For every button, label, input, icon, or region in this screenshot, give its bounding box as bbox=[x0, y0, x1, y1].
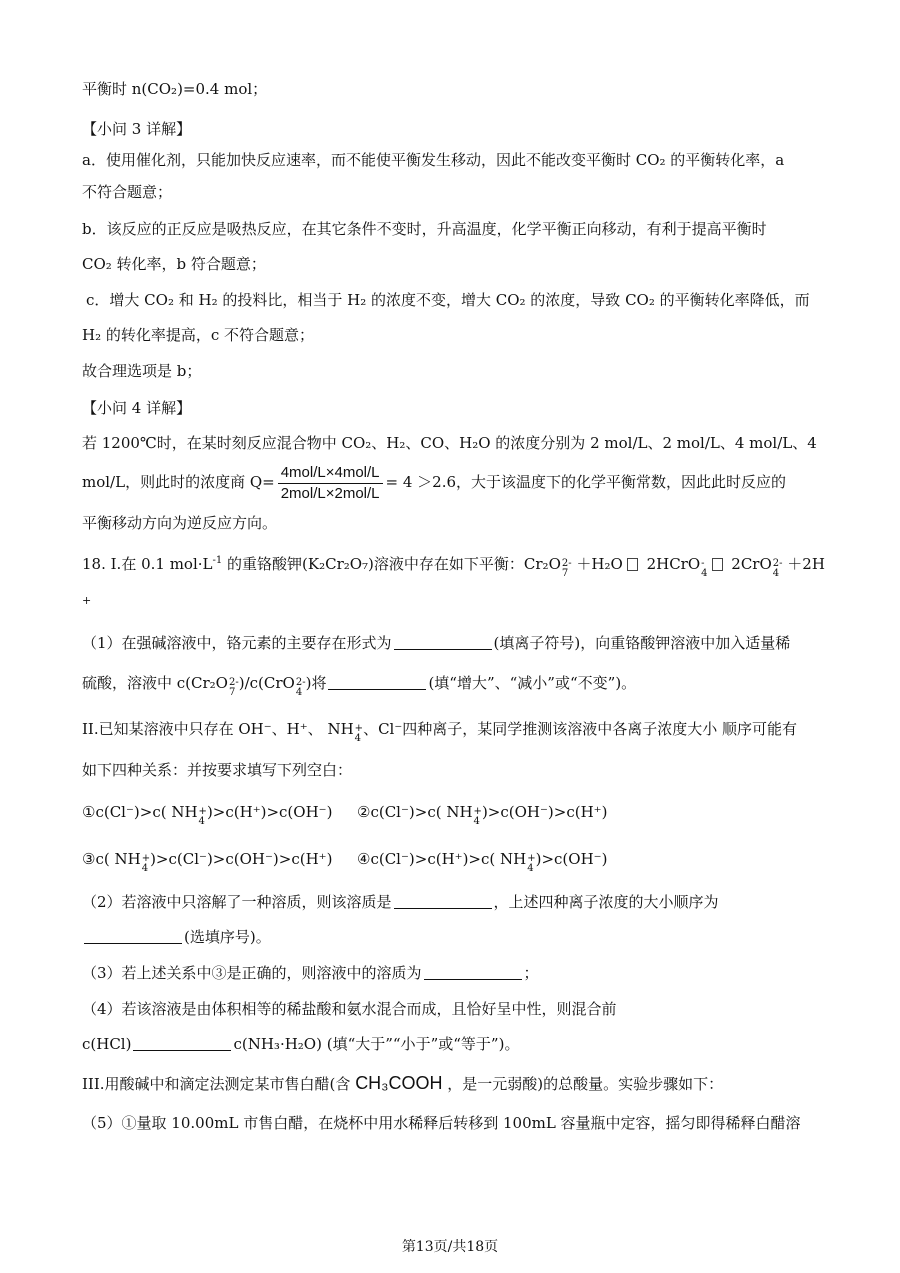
text-segment: c(HCl) bbox=[82, 1035, 132, 1053]
relation-4: )>c(OH⁻) bbox=[535, 850, 608, 868]
relation-3: )>c(Cl⁻)>c(OH⁻)>c(H⁺) bbox=[150, 850, 333, 868]
text-segment: （1）在强碱溶液中，铬元素的主要存在形式为 bbox=[82, 634, 392, 652]
text-line-fraction bbox=[82, 460, 830, 504]
question-1-line bbox=[82, 632, 830, 654]
relation-row bbox=[357, 801, 830, 827]
ion-charge: + 4 bbox=[198, 806, 207, 827]
text-segment: mol/L，则此时的浓度商 Q= bbox=[82, 473, 275, 491]
section-heading-q4: 【小问 4 详解】 bbox=[82, 399, 192, 417]
question-4-line: （4）若该溶液是由体积相等的稀盐酸和氨水混合而成，且恰好呈中性，则混合前 bbox=[82, 1000, 617, 1018]
text-segment: )将 bbox=[305, 674, 327, 692]
text-segment: II.已知某溶液中只存在 OH⁻、H⁺、 NH bbox=[82, 720, 354, 738]
question-2-line bbox=[82, 891, 830, 913]
answer-blank[interactable] bbox=[424, 964, 522, 980]
text-line: 不符合题意； bbox=[82, 183, 173, 201]
ion-charge: 2- 7 bbox=[228, 677, 239, 698]
answer-blank[interactable] bbox=[84, 928, 182, 944]
question-5-line: （5）①量取 10.00mL 市售白醋，在烧杯中用水稀释后转移到 100mL 容量瓶中定容，摇匀即得稀释白醋溶 bbox=[82, 1114, 801, 1132]
text-segment: ＋H₂O bbox=[571, 555, 623, 573]
relation-3: ③c( NH bbox=[82, 850, 141, 868]
page-footer: 第13页/共18页 bbox=[401, 1239, 499, 1255]
text-segment: 的重铬酸钾(K₂Cr₂O₇)溶液中存在如下平衡：Cr₂O bbox=[222, 555, 561, 573]
relation-2: ②c(Cl⁻)>c( NH bbox=[357, 803, 473, 821]
text-segment: (填“增大”、“减小”或“不变”)。 bbox=[428, 674, 637, 692]
text-segment: （2）若溶液中只溶解了一种溶质，则该溶质是 bbox=[82, 893, 392, 911]
question-18-line bbox=[82, 553, 830, 579]
answer-blank[interactable] bbox=[394, 893, 492, 909]
question-4-line bbox=[82, 1033, 830, 1055]
text-line: c．增大 CO₂ 和 H₂ 的投料比，相当于 H₂ 的浓度不变，增大 CO₂ 的浓度，导致 CO₂ 的平衡转化率降低，而 bbox=[86, 291, 810, 309]
text-segment: （3）若上述关系中③是正确的，则溶液中的溶质为 bbox=[82, 964, 422, 982]
answer-blank[interactable] bbox=[328, 674, 426, 690]
ion-charge: 2- 4 bbox=[772, 558, 783, 579]
text-line: 平衡时 n(CO₂)=0.4 mol； bbox=[82, 80, 268, 98]
text-line: 故合理选项是 b； bbox=[82, 362, 202, 380]
ion-charge: + 4 bbox=[473, 806, 482, 827]
text-segment: 硫酸，溶液中 c(Cr₂O bbox=[82, 674, 228, 692]
text-segment: 2HCrO bbox=[641, 555, 701, 573]
equilibrium-arrow-icon bbox=[627, 558, 638, 571]
text-segment: ，是一元弱酸)的总酸量。实验步骤如下： bbox=[447, 1075, 724, 1093]
relation-2: )>c(OH⁻)>c(H⁺) bbox=[481, 803, 608, 821]
ion-charge: 2- 7 bbox=[561, 558, 572, 579]
answer-blank[interactable] bbox=[394, 634, 492, 650]
chemical-formula: CH₃COOH bbox=[355, 1073, 443, 1093]
fraction-numerator: 4mol/L×4mol/L bbox=[278, 464, 383, 484]
text-line: b．该反应的正反应是吸热反应，在其它条件不变时，升高温度，化学平衡正向移动，有利于提高平衡时 bbox=[82, 220, 767, 238]
relation-1: )>c(H⁺)>c(OH⁻) bbox=[206, 803, 333, 821]
question-1-line bbox=[82, 672, 830, 698]
text-segment: 18. I.在 0.1 mol·L bbox=[82, 555, 213, 573]
text-segment: (选填序号)。 bbox=[184, 928, 271, 946]
equilibrium-arrow-icon bbox=[712, 558, 723, 571]
relation-4: ④c(Cl⁻)>c(H⁺)>c( NH bbox=[357, 850, 527, 868]
text-segment: ，上述四种离子浓度的大小顺序为 bbox=[493, 893, 719, 911]
ion-charge: + 4 bbox=[527, 853, 536, 874]
question-3-line bbox=[82, 962, 830, 984]
text-segment: )/c(CrO bbox=[238, 674, 295, 692]
ion-charge: + 4 bbox=[141, 853, 151, 874]
question-2-line bbox=[82, 926, 830, 948]
ion-charge: + 4 bbox=[354, 723, 364, 744]
text-segment: (填离子符号)，向重铬酸钾溶液中加入适量稀 bbox=[493, 634, 791, 652]
relation-1: ①c(Cl⁻)>c( NH bbox=[82, 803, 198, 821]
relation-row bbox=[357, 848, 830, 874]
text-line: CO₂ 转化率，b 符合题意； bbox=[82, 255, 266, 273]
text-line: 若 1200℃时，在某时刻反应混合物中 CO₂、H₂、CO、H₂O 的浓度分别为 2 mol/L、2 mol/L、4 mol/L、4 bbox=[82, 434, 817, 452]
text-segment: c(NH₃·H₂O) bbox=[233, 1035, 322, 1053]
ion-charge: - 4 bbox=[701, 558, 708, 579]
ion-charge: 2- 4 bbox=[295, 677, 306, 698]
text-line: H₂ 的转化率提高，c 不符合题意； bbox=[82, 326, 315, 344]
text-line: 如下四种关系：并按要求填写下列空白： bbox=[82, 761, 353, 779]
text-segment: = 4 ＞2.6，大于该温度下的化学平衡常数，因此此时反应的 bbox=[385, 473, 787, 491]
superscript-plus: + bbox=[82, 594, 92, 607]
part-iii-line bbox=[82, 1072, 830, 1095]
text-segment: ； bbox=[523, 964, 539, 982]
text-segment: (填“大于”“小于”或“等于”)。 bbox=[326, 1035, 520, 1053]
text-segment: 、Cl⁻四种离子，某同学推测该溶液中各离子浓度大小 顺序可能有 bbox=[363, 720, 798, 738]
fraction-denominator: 2mol/L×2mol/L bbox=[280, 484, 380, 502]
text-segment: III.用酸碱中和滴定法测定某市售白醋(含 bbox=[82, 1075, 351, 1093]
text-segment: 2CrO bbox=[726, 555, 772, 573]
text-line: 平衡移动方向为逆反应方向。 bbox=[82, 514, 278, 532]
part-ii-line bbox=[82, 718, 830, 744]
superscript: -1 bbox=[212, 555, 223, 566]
section-heading-q3: 【小问 3 详解】 bbox=[82, 120, 192, 138]
text-line: a．使用催化剂，只能加快反应速率，而不能使平衡发生移动，因此不能改变平衡时 CO₂ 的平衡转化率，a bbox=[82, 151, 785, 169]
answer-blank[interactable] bbox=[133, 1035, 231, 1051]
text-segment: ＋2H bbox=[782, 555, 825, 573]
concentration-quotient-fraction bbox=[278, 464, 383, 503]
